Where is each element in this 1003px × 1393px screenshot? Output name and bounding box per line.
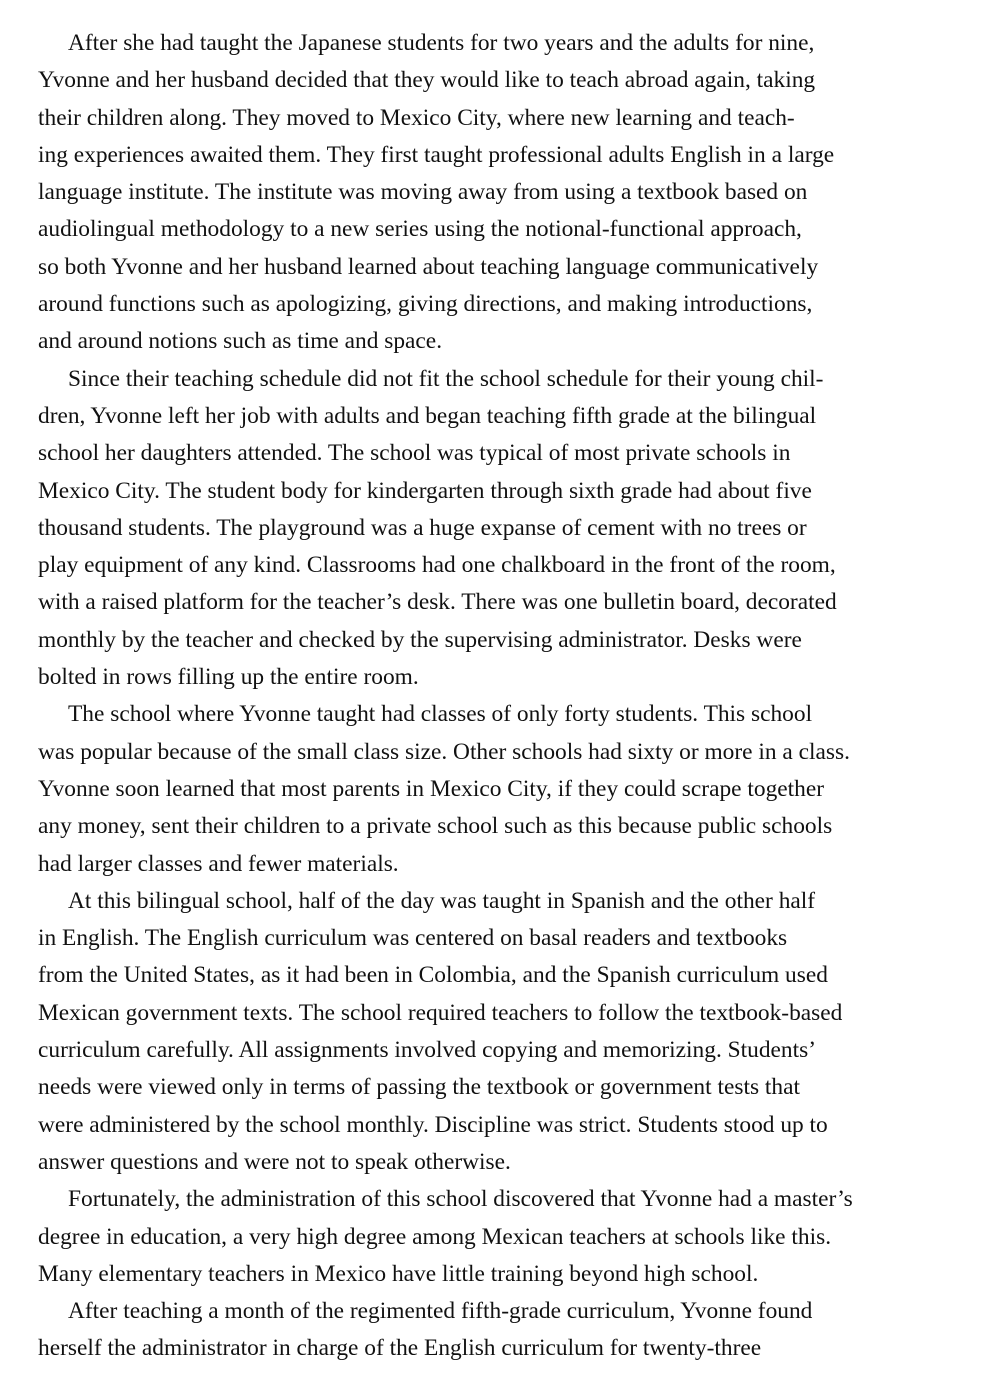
text-line: After teaching a month of the regimented fifth-grade curriculum, Yvonne found [68,1298,813,1325]
text-line: so both Yvonne and her husband learned about teaching language communicatively [38,253,819,280]
text-line: dren, Yvonne left her job with adults and began teaching fifth grade at the bilingual [38,402,817,429]
text-line: their children along. They moved to Mexico City, where new learning and teach- [38,104,795,131]
text-line: bolted in rows filling up the entire room. [38,664,419,691]
text-line: language institute. The institute was moving away from using a textbook based on [38,179,808,206]
text-line: with a raised platform for the teacher’s desk. There was one bulletin board, decorated [38,589,837,616]
text-line: audiolingual methodology to a new series using the notional-functional approach, [38,216,802,243]
paragraph-2 [38,361,943,697]
text-line: were administered by the school monthly. Discipline was strict. Students stood up to [38,1111,828,1138]
text-line: degree in education, a very high degree among Mexican teachers at schools like this. [38,1223,832,1250]
text-line: from the United States, as it had been in Colombia, and the Spanish curriculum used [38,962,828,989]
text-line: Mexican government texts. The school required teachers to follow the textbook-based [38,999,843,1026]
text-line: and around notions such as time and space. [38,328,443,355]
text-line: monthly by the teacher and checked by the supervising administrator. Desks were [38,626,802,653]
text-line: The school where Yvonne taught had classes of only forty students. This school [68,701,813,728]
text-line: Yvonne soon learned that most parents in Mexico City, if they could scrape together [38,775,825,802]
paragraph-1 [38,25,943,361]
text-line: Mexico City. The student body for kindergarten through sixth grade had about five [38,477,812,504]
document-page [38,25,943,1368]
text-line: After she had taught the Japanese students for two years and the adults for nine, [68,30,815,56]
text-line: around functions such as apologizing, giving directions, and making introductions, [38,291,813,318]
text-line: Fortunately, the administration of this school discovered that Yvonne had a master’s [68,1186,853,1213]
text-line: herself the administrator in charge of the English curriculum for twenty-three [38,1335,762,1362]
text-line: school her daughters attended. The school was typical of most private schools in [38,440,791,467]
paragraph-6 [38,1293,943,1368]
text-line: Since their teaching schedule did not fit the school schedule for their young chil- [68,365,824,392]
text-line: in English. The English curriculum was centered on basal readers and textbooks [38,925,788,952]
text-line: ing experiences awaited them. They first taught professional adults English in a large [38,141,835,168]
paragraph-4 [38,883,943,1181]
text-line: curriculum carefully. All assignments involved copying and memorizing. Students’ [38,1037,817,1064]
text-line: Many elementary teachers in Mexico have little training beyond high school. [38,1260,759,1287]
text-line: thousand students. The playground was a huge expanse of cement with no trees or [38,514,807,541]
text-line: any money, sent their children to a private school such as this because public schools [38,813,833,840]
text-line: At this bilingual school, half of the day was taught in Spanish and the other half [68,887,816,914]
text-line: had larger classes and fewer materials. [38,850,399,877]
text-line: needs were viewed only in terms of passing the textbook or government tests that [38,1074,800,1101]
text-line: play equipment of any kind. Classrooms had one chalkboard in the front of the room, [38,552,836,579]
text-line: was popular because of the small class size. Other schools had sixty or more in a class. [38,738,850,765]
text-line: answer questions and were not to speak otherwise. [38,1148,511,1175]
text-line: Yvonne and her husband decided that they would like to teach abroad again, taking [38,67,816,94]
paragraph-3 [38,696,943,882]
paragraph-5 [38,1181,943,1293]
